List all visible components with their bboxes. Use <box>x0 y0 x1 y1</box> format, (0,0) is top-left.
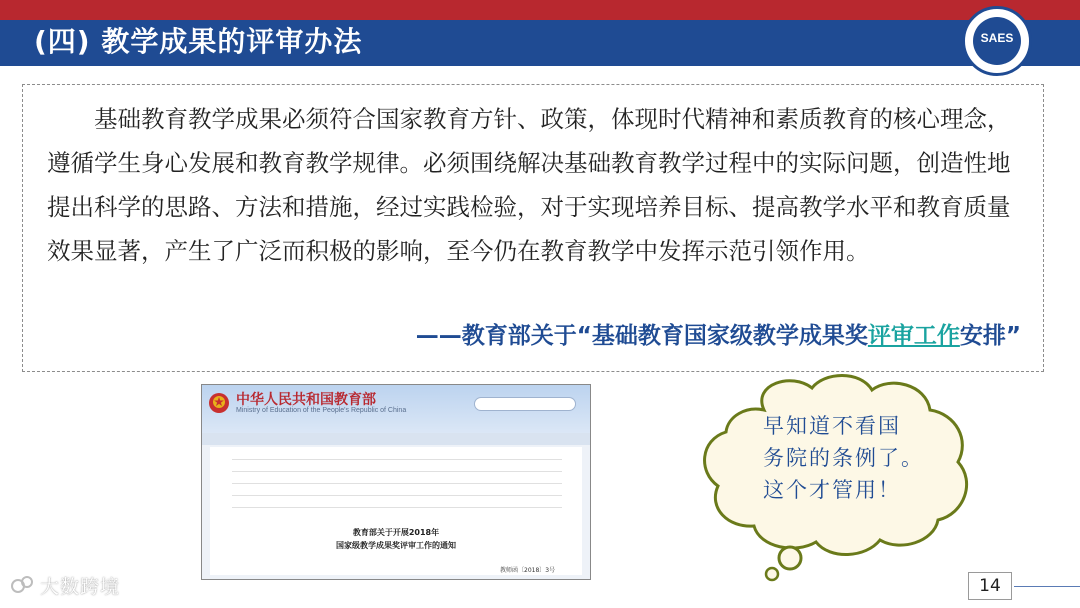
ministry-name-en: Ministry of Education of the People's Republic of China <box>236 407 407 414</box>
bottom-rule <box>1014 586 1080 587</box>
slide-title: (四) 教学成果的评审办法 <box>34 25 363 58</box>
quote-box <box>22 84 1044 372</box>
bubble-line-2: 务院的条例了。 <box>763 446 924 470</box>
bubble-line-3: 这个才管用！ <box>763 478 901 502</box>
screenshot-search-box <box>474 397 576 411</box>
national-emblem-icon <box>208 391 230 415</box>
page-number: 14 <box>968 572 1012 600</box>
meta-line <box>232 495 562 496</box>
ministry-name: 中华人民共和国教育部 <box>236 392 376 408</box>
document-number: 教师函〔2018〕3号 <box>500 567 556 574</box>
document-body <box>210 447 582 575</box>
meta-line <box>232 507 562 508</box>
quote-paragraph: 基础教育教学成果必须符合国家教育方针、政策，体现时代精神和素质教育的核心理念，遵循学生身心发展和教育教学规律。必须围绕解决基础教育教学过程中的实际问题，创造性地提出科学的思路、方法和措施，经过实践检验，对于实现培养目标、提高教学水平和教育质量效果显著，产生了广泛而积极的影响，至今仍在教育教学中发挥示范引领作用。 <box>47 105 1011 265</box>
screenshot-nav-strip <box>202 433 590 445</box>
source-prefix: ——教育部关于“基础教育国家级教学成果奖 <box>415 323 868 349</box>
logo-inner-circle <box>973 17 1021 65</box>
watermark-text: 大数跨境 <box>40 576 121 598</box>
document-title-line2: 国家级教学成果奖评审工作的通知 <box>336 541 456 550</box>
bubble-text <box>763 410 953 506</box>
saes-logo <box>962 6 1032 76</box>
top-red-bar <box>0 0 1080 20</box>
source-highlight: 评审工作 <box>867 323 960 349</box>
meta-line <box>232 471 562 472</box>
meta-line <box>232 483 562 484</box>
watermark-logo-icon <box>10 574 34 596</box>
document-title-line1: 教育部关于开展2018年 <box>352 528 440 537</box>
logo-text: SAES <box>980 31 1014 45</box>
source-suffix: 安排” <box>959 323 1021 349</box>
bubble-line-1: 早知道不看国 <box>763 414 901 438</box>
screenshot-header <box>202 385 590 433</box>
quote-source <box>416 317 1021 350</box>
ministry-webpage-screenshot <box>201 384 591 580</box>
meta-line <box>232 459 562 460</box>
